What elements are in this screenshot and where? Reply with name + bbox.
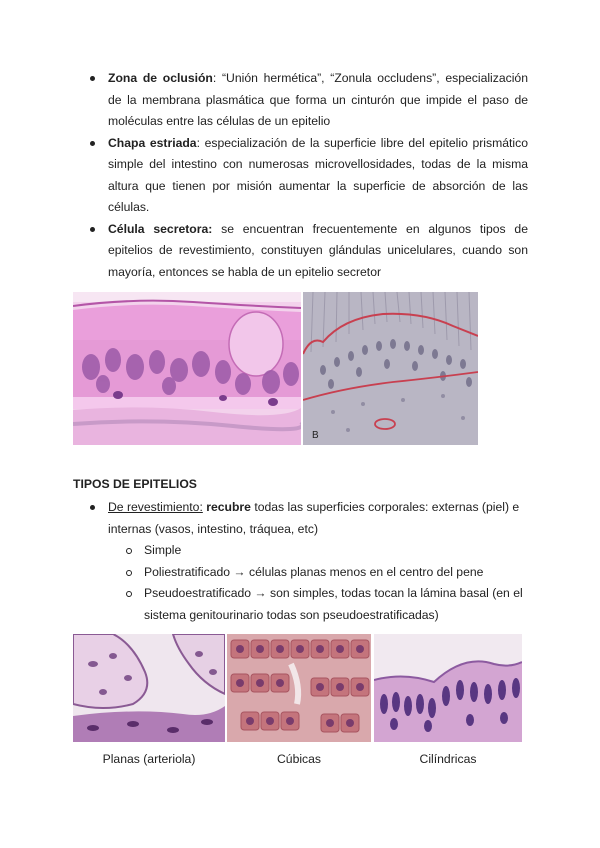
caption-planas: Planas (arteriola) [102,752,196,766]
bullet-celula-secretora [88,219,528,284]
bullet-zona-oclusion [88,68,528,133]
term-chapa-estriada: Chapa estriada [108,135,197,150]
micrograph-goblet-cell [73,292,301,445]
sub-list-types [108,540,533,626]
bullet-de-revestimiento [88,497,533,626]
term-zona-oclusion: Zona de oclusión [108,71,213,85]
term-celula-secretora: Célula secretora: [108,221,213,236]
micrograph-pas-intestine [303,292,478,445]
micrograph-cubicas [227,634,371,742]
text-zona-oclusion: : “Unión hermética”, “Zonula occludens”, especialización de la membrana plasmática que forma un cinturón que impide el paso de moléculas entre las células de un epitelio [108,71,528,128]
sub-item-pseudoestratificado: Pseudoestratificado → son simples, todas tocan la lámina basal (en el sistema genitourinario todas son pseudoestratificadas) [108,583,533,626]
bullet-chapa-estriada [88,133,528,219]
term-de-revestimiento: De revestimiento: [108,500,203,514]
caption-cubicas: Cúbicas [276,752,322,766]
bullet-list-epithelium-types [88,497,533,626]
micrograph-planas-arteriola [73,634,225,742]
term-recubre: recubre [206,500,251,514]
caption-cilindricas: Cilíndricas [419,752,477,766]
micrograph-cilindricas [374,634,522,742]
text-chapa-estriada: : especialización de la superficie libre del epitelio prismático simple del intestino con numerosas microvellosidades, todas de la misma altura que tienen por misión aumentar la superficie de absorción de las células. [108,135,528,214]
sub-item-simple: Simple [108,540,533,562]
section-title-tipos-epitelios: TIPOS DE EPITELIOS [73,477,197,491]
text-de-revestimiento: todas las superficies corporales: externas (piel) e internas (vasos, intestino, tráquea, etc) [108,500,520,536]
label-b: B [312,430,319,441]
sub-item-poliestratificado: Poliestratificado → células planas menos en el centro del pene [108,562,533,584]
text-celula-secretora: se encuentran frecuentemente en algunos tipos de epitelios de revestimiento, constituyen glándulas unicelulares, cuando son mayoría, entonces se habla de un epitelio secretor [108,221,528,279]
bullet-list-specializations [88,68,528,283]
